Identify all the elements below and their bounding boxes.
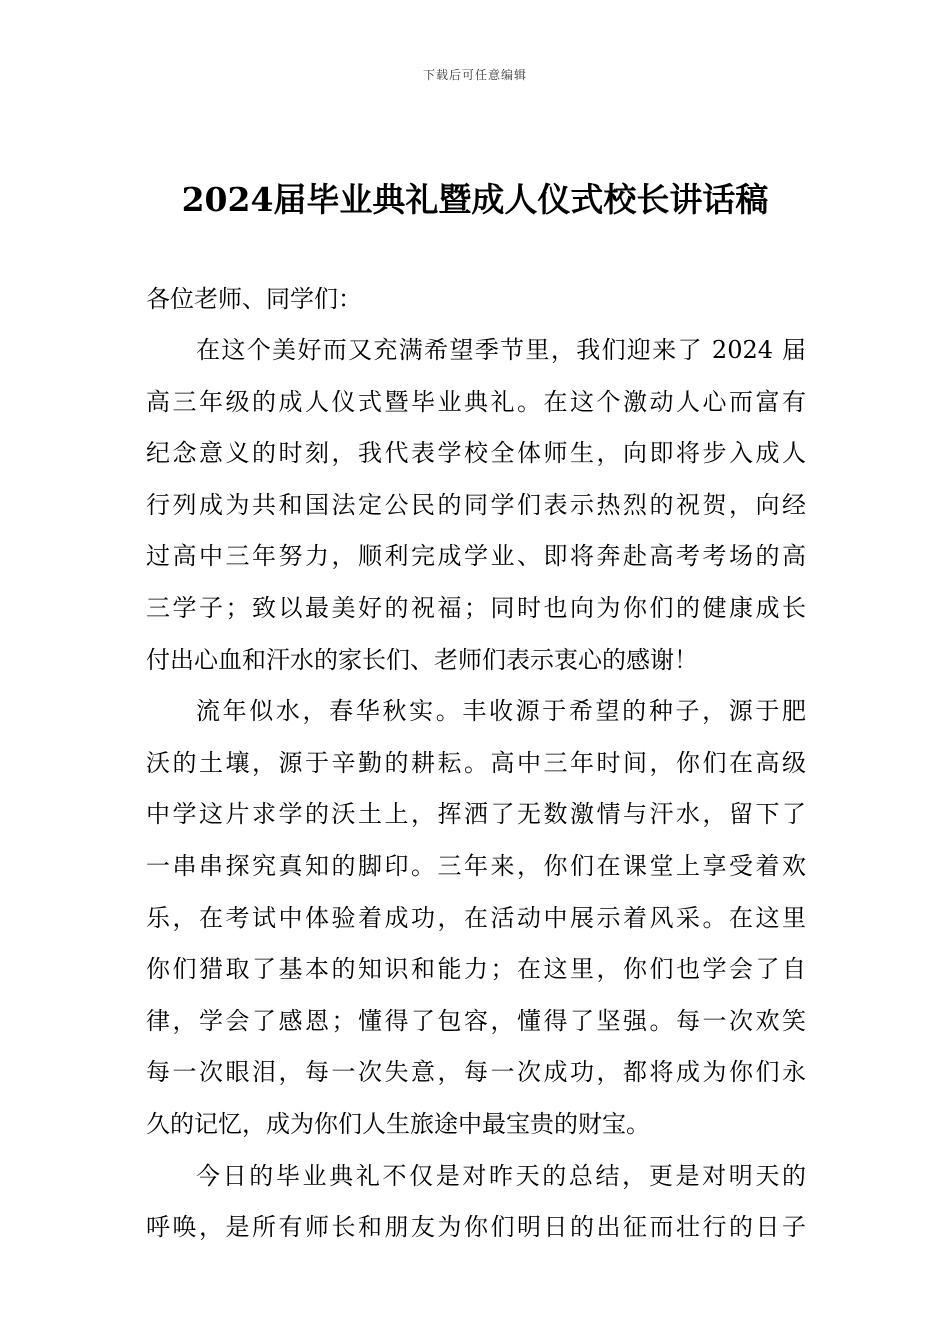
- paragraph-2: [146, 686, 806, 1150]
- paragraph-line: 今日的毕业典礼不仅是对昨天的总结，更是对明天的: [196, 1161, 806, 1190]
- paragraph-3: [146, 1151, 806, 1254]
- header-note: 下载后可任意编辑: [422, 68, 527, 82]
- paragraph-line: 纪念意义的时刻，我代表学校全体师生，向即将步入成人: [146, 439, 806, 468]
- paragraph-line: 一串串探究真知的脚印。三年来，你们在课堂上享受着欢: [146, 851, 806, 880]
- paragraph-line: 行列成为共和国法定公民的同学们表示热烈的祝贺，向经: [146, 490, 806, 519]
- paragraph-line: 律，学会了感恩；懂得了包容，懂得了坚强。每一次欢笑: [146, 1006, 806, 1035]
- paragraph-line: 付出心血和汗水的家长们、老师们表示衷心的感谢！: [146, 645, 698, 674]
- paragraph-line: 三学子；致以最美好的祝福；同时也向为你们的健康成长: [146, 593, 806, 622]
- document-body: [146, 274, 806, 1254]
- paragraph-line: 沃的土壤，源于辛勤的耕耘。高中三年时间，你们在高级: [146, 748, 806, 777]
- paragraph-line: 久的记忆，成为你们人生旅途中最宝贵的财宝。: [146, 1109, 650, 1138]
- paragraph-line: 每一次眼泪，每一次失意，每一次成功，都将成为你们永: [146, 1058, 806, 1087]
- paragraph-line: 在这个美好而又充满希望季节里，我们迎来了 2024 届: [196, 336, 806, 364]
- paragraph-line: 流年似水，春华秋实。丰收源于希望的种子，源于肥: [196, 697, 806, 726]
- paragraph-line: 中学这片求学的沃土上，挥洒了无数激情与汗水，留下了: [146, 800, 806, 829]
- paragraph-line: 呼唤，是所有师长和朋友为你们明日的出征而壮行的日子: [146, 1213, 806, 1242]
- paragraph-line: 过高中三年努力，顺利完成学业、即将奔赴高考考场的高: [146, 542, 806, 571]
- paragraph-1: [146, 325, 806, 686]
- salutation: 各位老师、同学们：: [146, 285, 362, 313]
- paragraph-line: 高三年级的成人仪式暨毕业典礼。在这个激动人心而富有: [146, 387, 806, 416]
- paragraph-line: 乐，在考试中体验着成功，在活动中展示着风采。在这里: [146, 903, 806, 932]
- paragraph-line: 你们猎取了基本的知识和能力；在这里，你们也学会了自: [146, 955, 806, 984]
- document-title: 2024届毕业典礼暨成人仪式校长讲话稿: [181, 180, 769, 219]
